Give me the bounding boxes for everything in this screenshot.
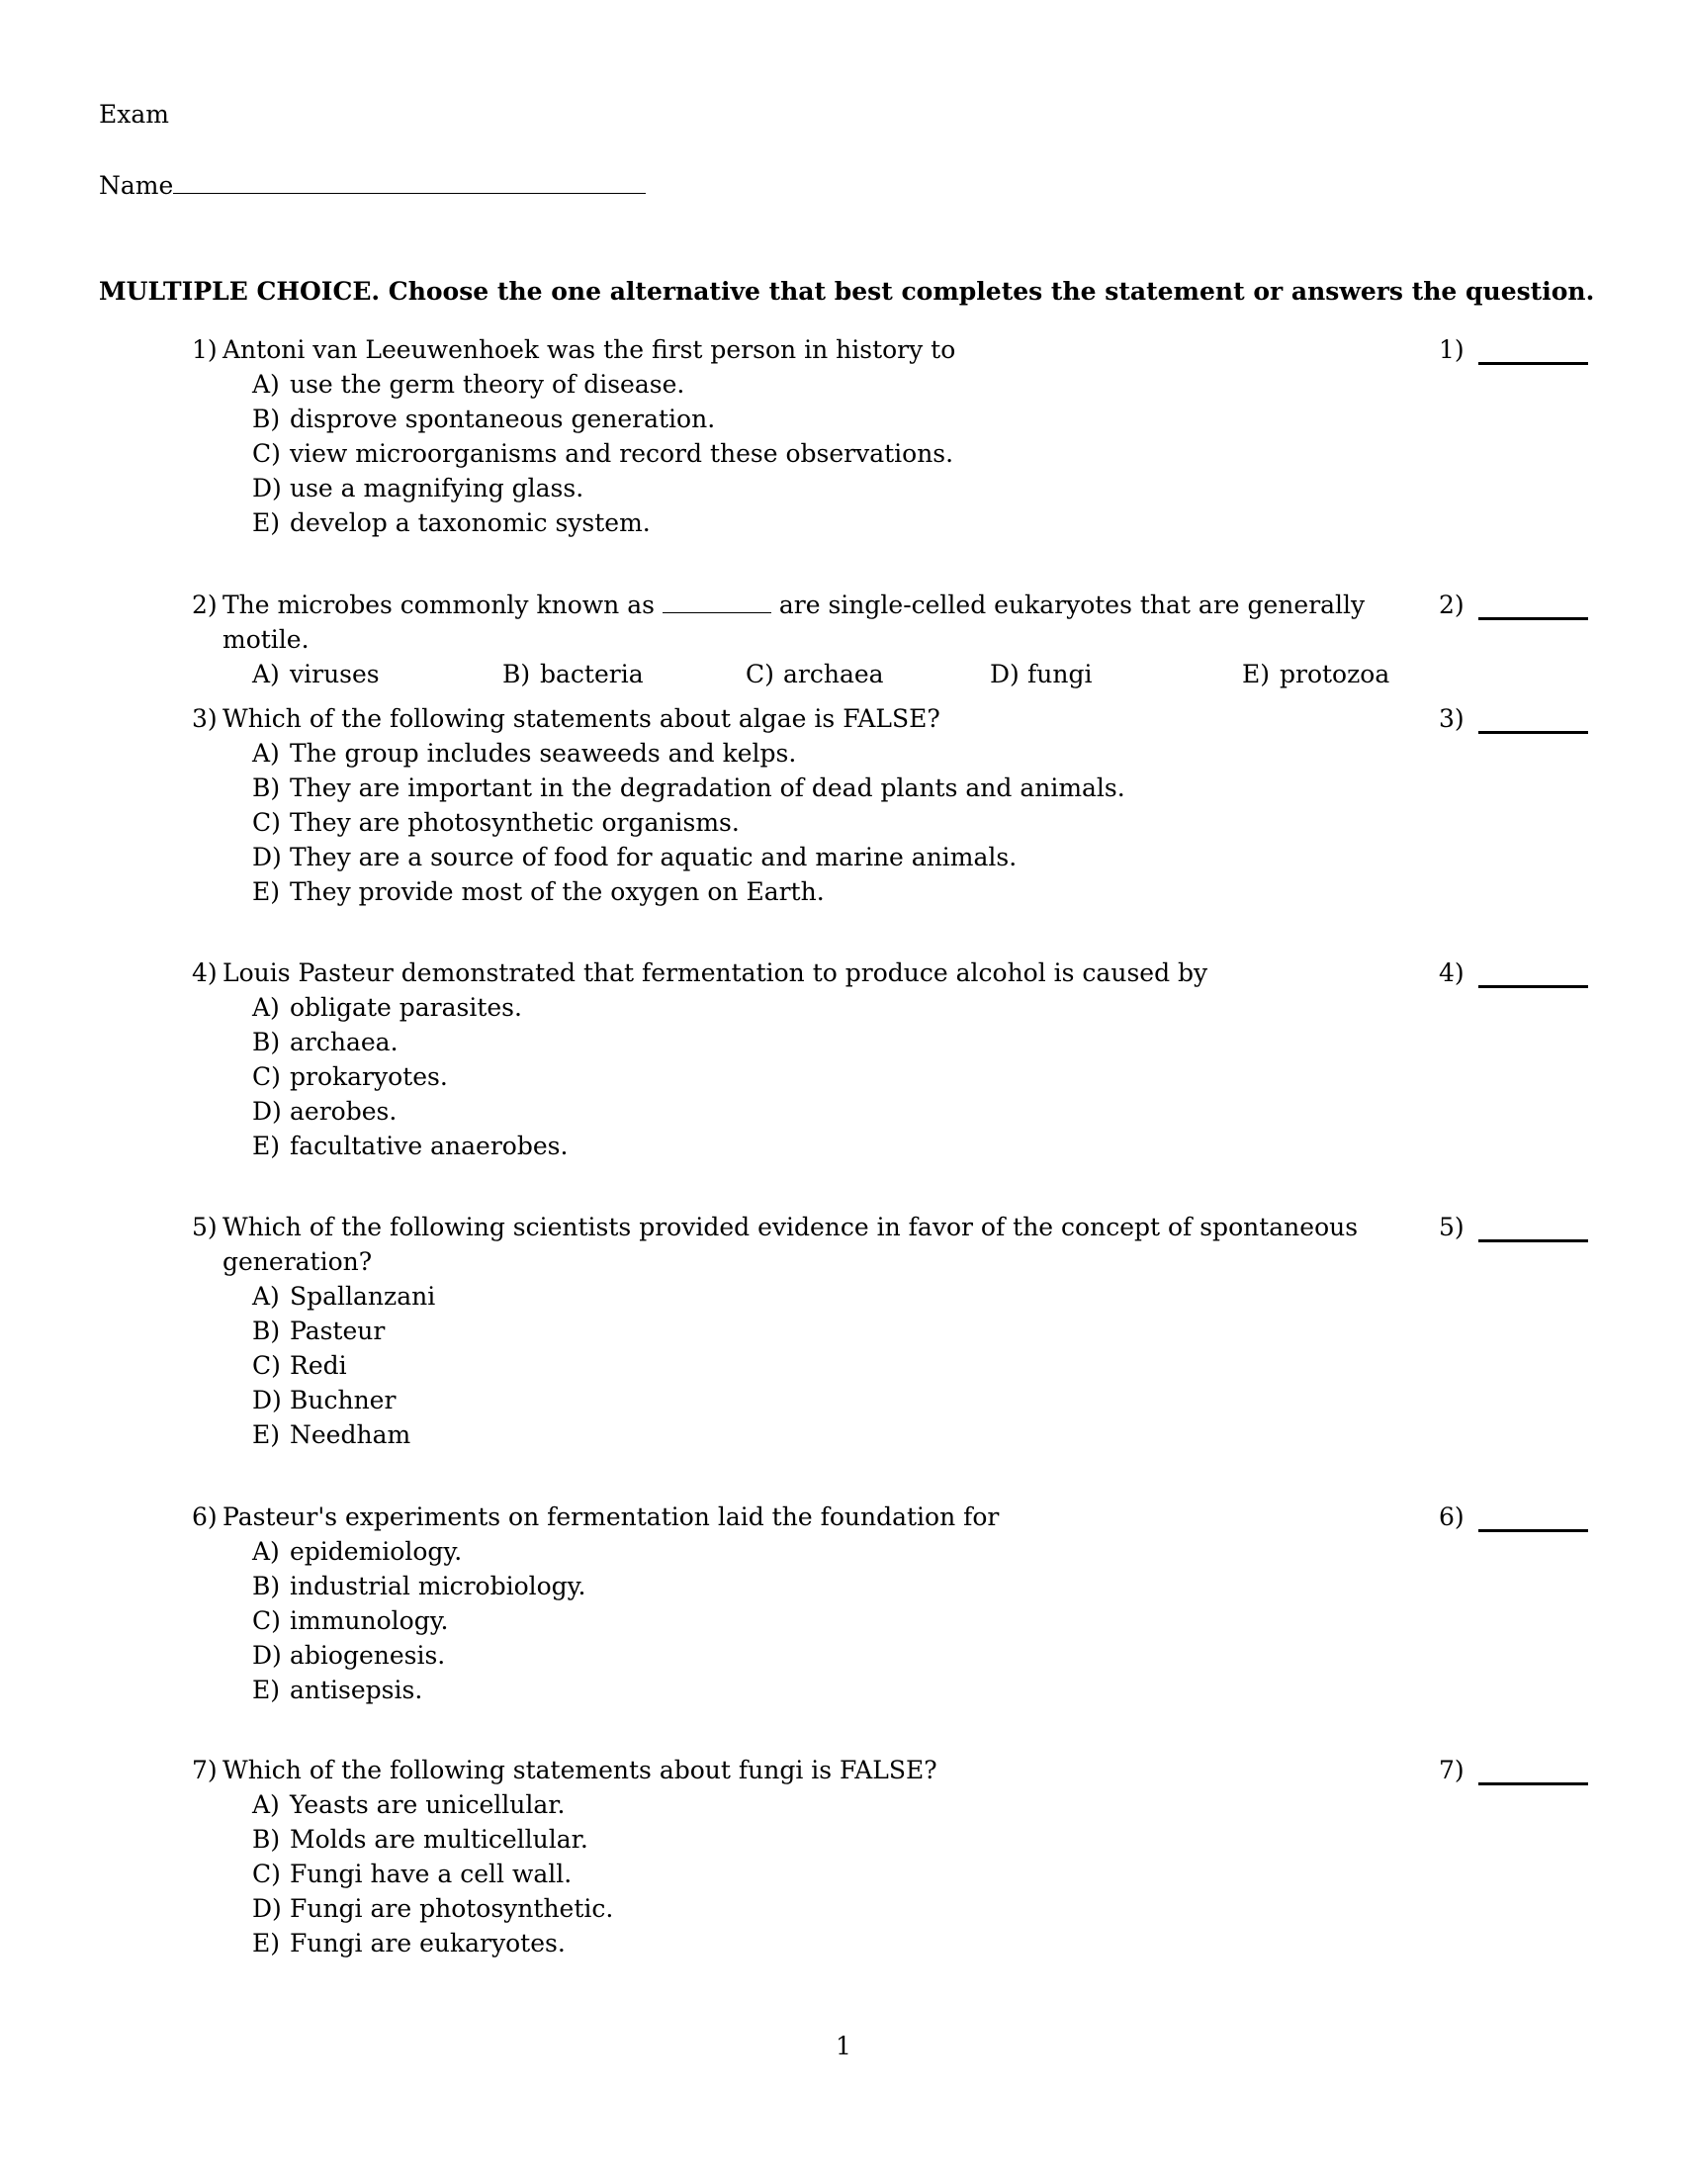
option-d[interactable]: D) They are a source of food for aquatic and marine animals. [252,843,1018,871]
option-c[interactable]: C) They are photosynthetic organisms. [252,808,740,837]
question-number: 3) [192,704,218,733]
question-number: 5) [192,1213,218,1241]
question-number: 6) [192,1502,218,1531]
option-d[interactable]: D) use a magnifying glass. [252,474,584,502]
answer-blank[interactable] [1478,985,1588,988]
name-label: Name [99,171,174,200]
question-text-cont: generation? [222,1247,373,1276]
answer-blank[interactable] [1478,1239,1588,1242]
option-e[interactable]: E) antisepsis. [252,1676,423,1704]
answer-number: 1) [1439,335,1465,364]
option-c[interactable]: C) immunology. [252,1606,449,1635]
exam-title: Exam [99,100,169,129]
option-a[interactable]: A) Yeasts are unicellular. [252,1790,566,1819]
answer-blank[interactable] [1478,1529,1588,1532]
question-text: Which of the following statements about algae is FALSE? [222,704,940,733]
answer-blank[interactable] [1478,362,1588,365]
option-d[interactable]: D) abiogenesis. [252,1641,446,1670]
fill-blank [663,591,771,613]
options-row: A) viruses B) bacteria C) archaea D) fungi E) protozoa [252,660,1390,688]
question-number: 2) [192,591,218,619]
option-b[interactable]: B) Pasteur [252,1317,386,1345]
option-a[interactable]: A) obligate parasites. [252,993,522,1022]
question-number: 4) [192,958,218,987]
option-e[interactable]: E) They provide most of the oxygen on Earth. [252,877,825,906]
answer-number: 6) [1439,1502,1465,1531]
option-a[interactable]: A) epidemiology. [252,1537,463,1566]
name-field[interactable] [99,168,646,203]
option-e[interactable]: E) Needham [252,1420,411,1449]
option-b[interactable]: B) They are important in the degradation of dead plants and animals. [252,774,1125,802]
answer-number: 7) [1439,1756,1465,1784]
question-number: 7) [192,1756,218,1784]
option-b[interactable]: B) archaea. [252,1028,399,1056]
option-b[interactable]: B) industrial microbiology. [252,1572,586,1600]
question-text: Antoni van Leeuwenhoek was the first person in history to [222,335,956,364]
question-text: Pasteur's experiments on fermentation laid the foundation for [222,1502,1000,1531]
option-c[interactable]: C) Redi [252,1351,347,1380]
question-text: Louis Pasteur demonstrated that fermentation to produce alcohol is caused by [222,958,1208,987]
answer-blank[interactable] [1478,731,1588,734]
question-text: Which of the following scientists provided evidence in favor of the concept of spontaneous [222,1213,1359,1241]
question-text: Which of the following statements about fungi is FALSE? [222,1756,937,1784]
option-a[interactable]: A) use the germ theory of disease. [252,370,685,399]
option-d[interactable]: D) Buchner [252,1386,397,1414]
answer-blank[interactable] [1478,617,1588,620]
option-c[interactable]: C) Fungi have a cell wall. [252,1860,573,1888]
answer-number: 4) [1439,958,1465,987]
option-a[interactable]: A) The group includes seaweeds and kelps. [252,739,797,768]
answer-blank[interactable] [1478,1782,1588,1785]
option-c[interactable]: C) prokaryotes. [252,1062,448,1091]
option-e[interactable]: E) facultative anaerobes. [252,1132,569,1160]
option-e[interactable]: E) develop a taxonomic system. [252,508,651,537]
page-number: 1 [836,2032,851,2060]
option-b[interactable]: B) disprove spontaneous generation. [252,405,716,433]
option-d[interactable]: D) Fungi are photosynthetic. [252,1894,614,1923]
answer-number: 3) [1439,704,1465,733]
question-number: 1) [192,335,218,364]
option-e[interactable]: E) Fungi are eukaryotes. [252,1929,566,1957]
option-d[interactable]: D) aerobes. [252,1097,398,1126]
answer-number: 2) [1439,591,1465,619]
option-b[interactable]: B) Molds are multicellular. [252,1825,588,1854]
instructions: MULTIPLE CHOICE. Choose the one alternative that best completes the statement or answers the question. [99,277,1595,306]
question-text: The microbes commonly known as are single-celled eukaryotes that are generally motile. [222,591,1366,654]
option-c[interactable]: C) view microorganisms and record these observations. [252,439,954,468]
option-a[interactable]: A) Spallanzani [252,1282,436,1311]
answer-number: 5) [1439,1213,1465,1241]
